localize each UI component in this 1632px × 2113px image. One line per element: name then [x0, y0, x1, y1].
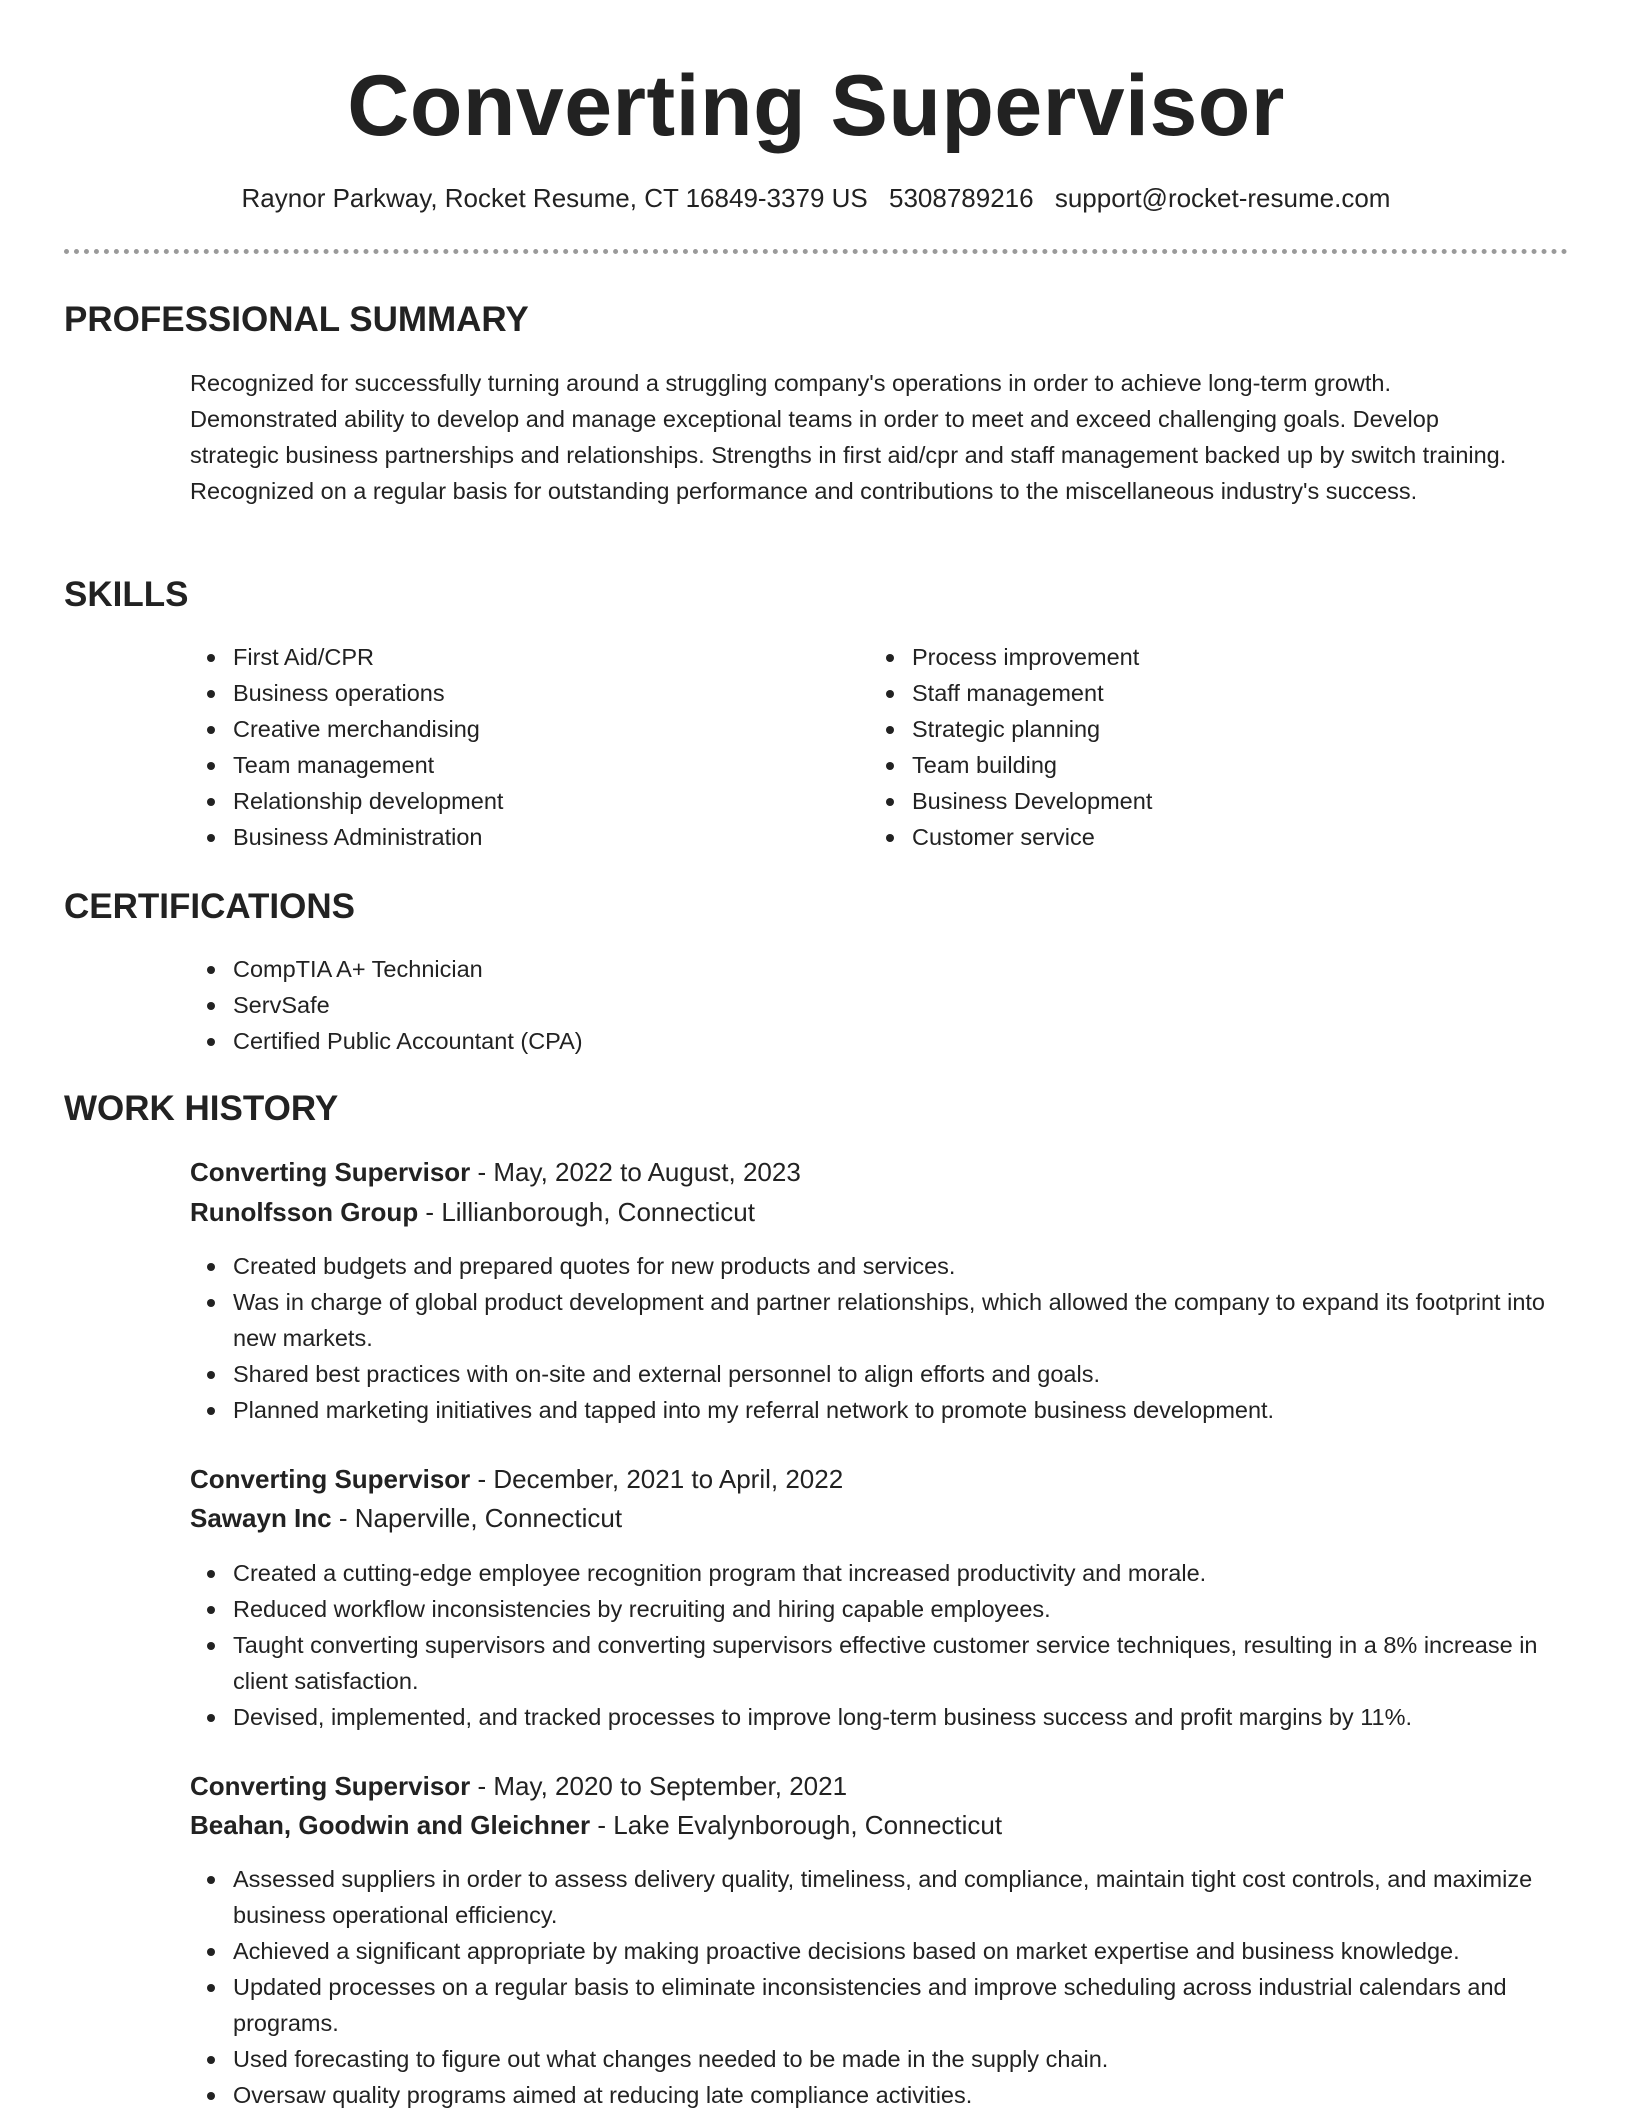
skill-item: Staff management	[912, 675, 1512, 711]
job-company-line: Beahan, Goodwin and Gleichner - Lake Evalynborough, Connecticut	[190, 1810, 1003, 1840]
job-bullets	[190, 1248, 1588, 1428]
job-role: Converting Supervisor	[190, 1464, 471, 1494]
contact-phone: 5308789216	[888, 183, 1034, 213]
job-location: Naperville, Connecticut	[354, 1503, 623, 1533]
contact-email: support@rocket-resume.com	[1054, 183, 1391, 213]
job-dates: May, 2022 to August, 2023	[493, 1157, 801, 1187]
job-bullet: Reduced workflow inconsistencies by recruiting and hiring capable employees.	[233, 1591, 1588, 1627]
contact-address: Raynor Parkway, Rocket Resume, CT 16849-3379 US	[241, 183, 868, 213]
job-location: Lillianborough, Connecticut	[441, 1197, 755, 1227]
contact-line	[0, 180, 1632, 216]
job-company-line: Sawayn Inc - Naperville, Connecticut	[190, 1503, 623, 1533]
skill-item: Team building	[912, 747, 1512, 783]
job-bullet: Used forecasting to figure out what changes needed to be made in the supply chain.	[233, 2041, 1588, 2077]
certifications-list	[190, 951, 1433, 1059]
job-bullet: Devised, implemented, and tracked processes to improve long-term business success and profit margins by 11%.	[233, 1699, 1588, 1735]
job-company: Runolfsson Group	[190, 1197, 419, 1227]
skill-item: Business Administration	[233, 819, 833, 855]
job-bullet: Oversaw quality programs aimed at reducing late compliance activities.	[233, 2077, 1588, 2113]
section-title-certifications: CERTIFICATIONS	[64, 887, 356, 926]
summary-text: Recognized for successfully turning around a struggling company's operations in order to achieve long-term growth. Demonstrated ability to develop and manage exceptional teams in order to meet and exceed challenging goals. Develop strategic business partnerships and relationships. Strengths in first aid/cpr and staff management backed up by switch training. Recognized on a regular basis for outstanding performance and contributions to the miscellaneous industry's success.	[190, 370, 1507, 504]
job-bullet: Updated processes on a regular basis to eliminate inconsistencies and improve scheduling across industrial calendars and programs.	[233, 1969, 1588, 2041]
skill-item: Process improvement	[912, 639, 1512, 675]
job-title-line: Converting Supervisor - December, 2021 to April, 2022	[190, 1464, 844, 1494]
job-company: Sawayn Inc	[190, 1503, 332, 1533]
job-bullet: Planned marketing initiatives and tapped into my referral network to promote business development.	[233, 1392, 1588, 1428]
certification-item: ServSafe	[233, 987, 1433, 1023]
job-bullets	[190, 1861, 1588, 2113]
job-title-line: Converting Supervisor - May, 2022 to August, 2023	[190, 1157, 801, 1187]
job-role: Converting Supervisor	[190, 1771, 471, 1801]
job-company-line: Runolfsson Group - Lillianborough, Connecticut	[190, 1197, 755, 1227]
job-dates: May, 2020 to September, 2021	[493, 1771, 848, 1801]
job-role: Converting Supervisor	[190, 1157, 471, 1187]
skills-list-left	[190, 639, 833, 855]
skill-item: Business operations	[233, 675, 833, 711]
certification-item: Certified Public Accountant (CPA)	[233, 1023, 1433, 1059]
job-bullet: Achieved a significant appropriate by making proactive decisions based on market expertise and business knowledge.	[233, 1933, 1588, 1969]
header-divider	[64, 249, 1568, 254]
job-title-line: Converting Supervisor - May, 2020 to September, 2021	[190, 1771, 848, 1801]
job-dates: December, 2021 to April, 2022	[493, 1464, 844, 1494]
section-title-work-history: WORK HISTORY	[64, 1089, 339, 1128]
job-bullet: Assessed suppliers in order to assess delivery quality, timeliness, and compliance, maintain tight cost controls, and maximize business operational efficiency.	[233, 1861, 1588, 1933]
section-title-skills: SKILLS	[64, 575, 189, 614]
skill-item: Relationship development	[233, 783, 833, 819]
job-bullet: Created a cutting-edge employee recognition program that increased productivity and morale.	[233, 1555, 1588, 1591]
skill-item: First Aid/CPR	[233, 639, 833, 675]
job-company: Beahan, Goodwin and Gleichner	[190, 1810, 591, 1840]
skill-item: Team management	[233, 747, 833, 783]
skills-list-right	[869, 639, 1512, 855]
job-bullet: Taught converting supervisors and converting supervisors effective customer service techniques, resulting in a 8% increase in client satisfaction.	[233, 1627, 1588, 1699]
job-bullet: Created budgets and prepared quotes for new products and services.	[233, 1248, 1588, 1284]
certification-item: CompTIA A+ Technician	[233, 951, 1433, 987]
skill-item: Strategic planning	[912, 711, 1512, 747]
skill-item: Creative merchandising	[233, 711, 833, 747]
job-bullets	[190, 1555, 1588, 1735]
job-bullet: Was in charge of global product development and partner relationships, which allowed the company to expand its footprint into new markets.	[233, 1284, 1588, 1356]
job-location: Lake Evalynborough, Connecticut	[613, 1810, 1003, 1840]
section-title-summary: PROFESSIONAL SUMMARY	[64, 300, 529, 339]
resume-name: Converting Supervisor	[347, 58, 1285, 154]
skill-item: Business Development	[912, 783, 1512, 819]
job-bullet: Shared best practices with on-site and external personnel to align efforts and goals.	[233, 1356, 1588, 1392]
skill-item: Customer service	[912, 819, 1512, 855]
